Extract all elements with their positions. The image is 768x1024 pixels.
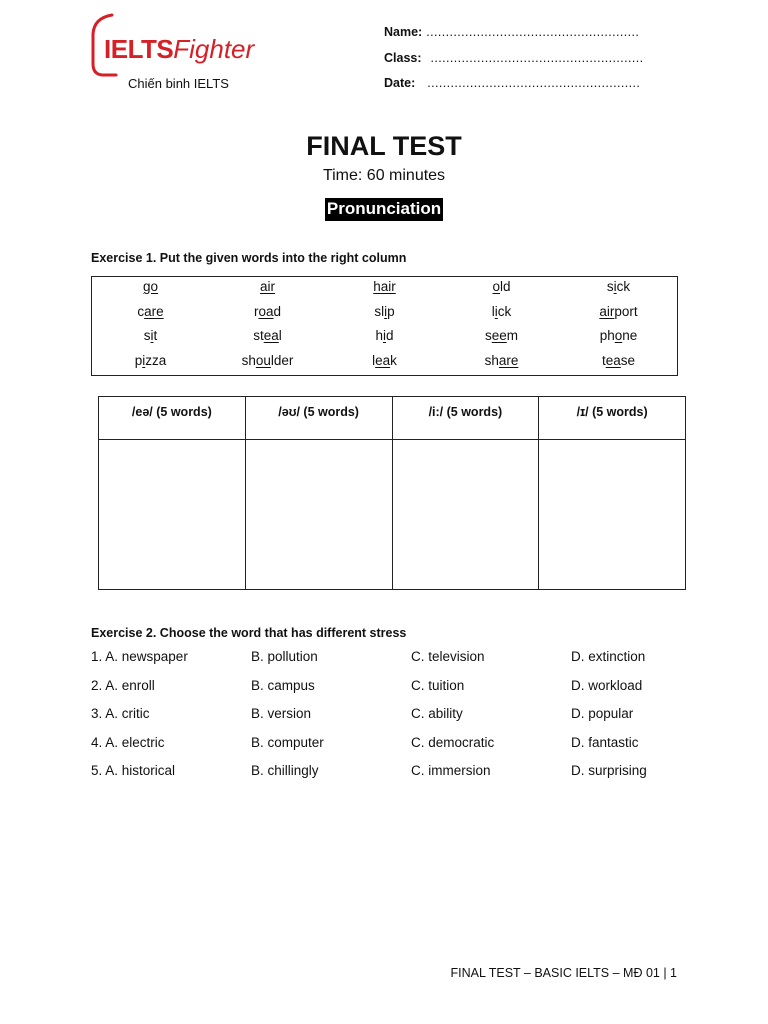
word-part: d — [273, 303, 282, 319]
word-bank-item — [443, 277, 560, 302]
option-b[interactable]: B. campus — [251, 677, 315, 693]
option-c[interactable]: C. immersion — [411, 763, 491, 778]
underlined-sound: i — [494, 303, 498, 319]
word-bank-item — [326, 277, 443, 302]
word-part: m — [506, 328, 519, 344]
word-part: t — [601, 353, 606, 369]
word-part: p — [387, 303, 395, 319]
option-b[interactable]: B. version — [251, 706, 312, 721]
word-bank-item — [209, 351, 326, 376]
option-b[interactable]: B. computer — [251, 734, 324, 750]
logo-tagline: Chiến binh IELTS — [128, 76, 229, 91]
underlined-sound: o — [492, 279, 500, 294]
word-part: l — [278, 328, 282, 344]
underlined-sound: ea — [375, 353, 391, 369]
word-part: s — [143, 328, 151, 344]
class-row — [384, 51, 644, 77]
word-part: l — [372, 353, 376, 369]
word-part: sh — [241, 353, 256, 369]
option-c[interactable]: C. television — [411, 649, 485, 664]
option-a[interactable]: 1. A. newspaper — [91, 649, 188, 664]
option-c[interactable]: C. tuition — [411, 677, 465, 693]
underlined-sound: i — [142, 353, 146, 369]
underlined-sound: hair — [373, 279, 396, 294]
word-part: h — [375, 328, 383, 344]
underlined-sound: i — [150, 328, 154, 344]
word-bank — [91, 276, 678, 376]
section-badge: Pronunciation — [325, 198, 443, 221]
answer-cell[interactable] — [539, 440, 686, 590]
option-c[interactable]: C. ability — [411, 706, 463, 721]
underlined-sound: air — [259, 279, 275, 294]
option-d[interactable]: D. popular — [571, 706, 634, 721]
question-row — [91, 678, 731, 707]
word-bank-item — [92, 351, 209, 376]
word-bank-item — [209, 302, 326, 327]
word-part: ck — [616, 279, 631, 294]
word-bank-item — [443, 302, 560, 327]
underlined-sound: are — [498, 353, 519, 369]
date-row — [384, 76, 644, 102]
word-part: s — [606, 279, 614, 294]
logo-brand-fighter: Fighter — [173, 34, 255, 64]
word-bank-item — [326, 326, 443, 351]
sound-header-row — [99, 397, 686, 440]
column-header: /ɪ/ (5 words) — [539, 397, 686, 440]
word-bank-item — [443, 351, 560, 376]
word-bank-item — [326, 351, 443, 376]
word-bank-item — [92, 326, 209, 351]
answer-cell[interactable] — [245, 440, 392, 590]
option-a[interactable]: 2. A. enroll — [91, 677, 155, 693]
column-header: /i:/ (5 words) — [392, 397, 539, 440]
option-a[interactable]: 3. A. critic — [91, 706, 150, 721]
underlined-sound: i — [613, 279, 617, 294]
underlined-sound: ee — [491, 328, 507, 344]
word-part: zza — [145, 353, 167, 369]
page-title: FINAL TEST — [306, 131, 462, 161]
word-bank-item — [560, 351, 677, 376]
option-a[interactable]: 5. A. historical — [91, 763, 176, 778]
word-part: se — [620, 353, 636, 369]
underlined-sound: are — [144, 303, 164, 319]
question-row — [91, 649, 731, 678]
option-d[interactable]: D. surprising — [571, 763, 647, 778]
date-label: Date: — [384, 76, 416, 90]
answer-cell[interactable] — [99, 440, 246, 590]
ielts-fighter-logo — [88, 12, 278, 94]
word-part: c — [137, 303, 145, 319]
word-part: lder — [270, 353, 294, 369]
word-bank-item — [209, 326, 326, 351]
word-bank-item — [326, 302, 443, 327]
exercise1-heading: Exercise 1. Put the given words into the right column — [91, 251, 407, 265]
answer-cell[interactable] — [392, 440, 539, 590]
option-c[interactable]: C. democratic — [411, 734, 495, 750]
column-header: /əʊ/ (5 words) — [245, 397, 392, 440]
word-part: ck — [497, 303, 512, 319]
name-label: Name: — [384, 25, 423, 39]
underlined-sound: i — [384, 303, 388, 319]
question-row — [91, 735, 731, 764]
underlined-sound: go — [142, 279, 159, 294]
word-part: sh — [484, 353, 499, 369]
word-part: sl — [374, 303, 385, 319]
word-part: p — [134, 353, 143, 369]
word-bank-item — [92, 277, 209, 302]
underlined-sound: ea — [263, 328, 279, 344]
option-a[interactable]: 4. A. electric — [91, 734, 165, 750]
page-footer: FINAL TEST – BASIC IELTS – MĐ 01 | 1 — [450, 966, 677, 980]
word-bank-item — [560, 302, 677, 327]
word-part: port — [614, 303, 638, 319]
answer-row — [99, 440, 686, 590]
word-part: st — [253, 328, 264, 344]
word-bank-item — [560, 277, 677, 302]
name-field[interactable]: ....................................................... — [426, 25, 640, 39]
underlined-sound: air — [599, 303, 615, 319]
word-part: ph — [599, 328, 615, 344]
word-part: ld — [500, 279, 511, 294]
date-field[interactable]: ....................................................... — [427, 76, 641, 90]
word-part: l — [491, 303, 495, 319]
class-field[interactable]: ....................................................... — [430, 50, 644, 65]
word-part: s — [484, 328, 492, 344]
question-row — [91, 706, 731, 735]
word-part: d — [386, 328, 394, 344]
time-limit: Time: 60 minutes — [322, 167, 446, 184]
option-d[interactable]: D. extinction — [571, 649, 646, 664]
underlined-sound: o — [614, 328, 623, 344]
stress-questions — [91, 649, 731, 792]
sound-columns-table — [98, 396, 686, 590]
word-part: k — [390, 353, 397, 369]
word-grid — [92, 277, 677, 376]
option-b[interactable]: B. chillingly — [251, 763, 319, 778]
section-heading — [0, 198, 768, 221]
logo-brand-ielts: IELTS — [104, 34, 174, 64]
option-b[interactable]: B. pollution — [251, 649, 318, 664]
word-bank-item — [209, 277, 326, 302]
name-row — [384, 25, 644, 51]
underlined-sound: ou — [255, 353, 271, 369]
option-d[interactable]: D. fantastic — [571, 734, 639, 750]
underlined-sound: oa — [258, 303, 274, 319]
column-header: /eə/ (5 words) — [99, 397, 246, 440]
underlined-sound: ea — [605, 353, 621, 369]
word-part: t — [153, 328, 158, 344]
exercise2-heading: Exercise 2. Choose the word that has different stress — [91, 626, 407, 640]
word-bank-item — [443, 326, 560, 351]
word-part: r — [253, 303, 259, 319]
word-bank-item — [560, 326, 677, 351]
logo-wordmark — [104, 34, 254, 65]
underlined-sound: i — [383, 328, 386, 344]
word-bank-item — [92, 302, 209, 327]
class-label: Class: — [384, 50, 422, 65]
word-part: ne — [622, 328, 638, 344]
question-row — [91, 763, 731, 792]
option-d[interactable]: D. workload — [571, 677, 643, 693]
student-info-block — [384, 25, 644, 102]
